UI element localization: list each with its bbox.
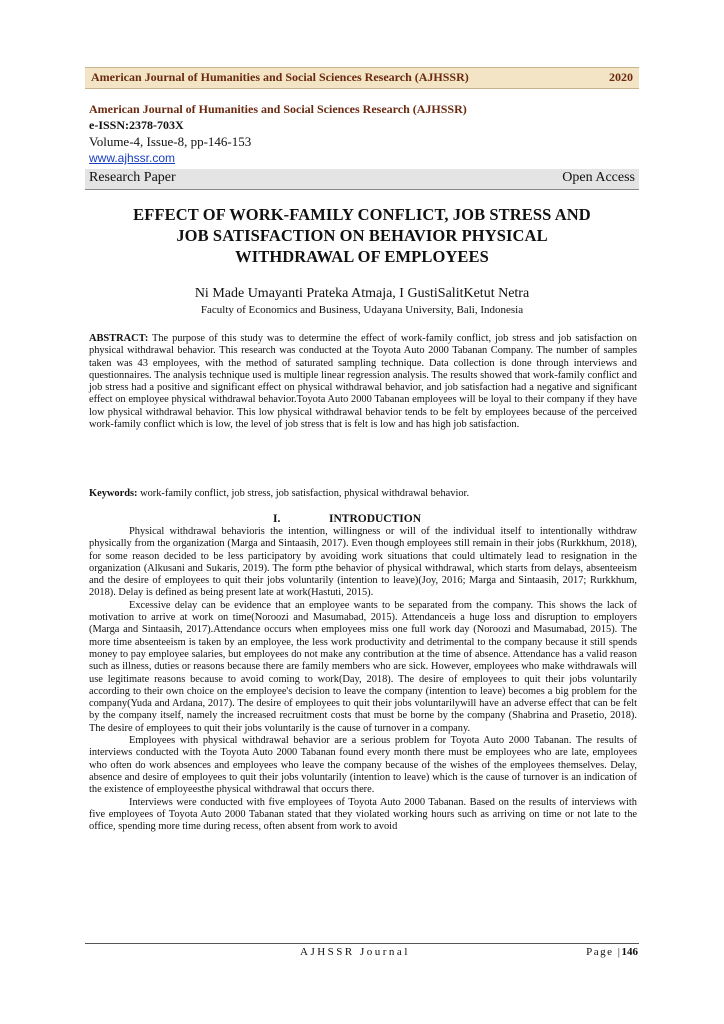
paper-type-bar	[85, 169, 639, 190]
banner-year: 2020	[609, 70, 633, 84]
banner-journal-title: American Journal of Humanities and Social Sciences Research (AJHSSR)	[91, 70, 469, 84]
title-line: EFFECT OF WORK-FAMILY CONFLICT, JOB STRESS AND	[133, 205, 591, 224]
paragraph: Physical withdrawal behavioris the intention, willingness or will of the individual itself to intentionally withdraw physically from the organization (Marga and Sintaasih, 2017). Even though employees still remain in their jobs (Rurkkhum, 2018), for some reason decided to be less participatory by avoiding work situations that could ultimately lead to resignation in the organization (Alkusani and Sukaris, 2019). The form pthe behavior of physical withdrawal, which starts from delays, absenteeism and the desire of employees to quit their jobs voluntarily (intention to leave)(Joy, 2016; Marga and Sintaasih, 2017; Rurkkhum, 2018). Delay is defined as being present late at work(Hastuti, 2015).	[89, 526, 637, 599]
abstract-text: The purpose of this study was to determine the effect of work-family conflict, job stress and job satisfaction on physical withdrawal behavior. This research was conducted at the Toyota Auto 2000 Tabanan Company. The number of samples taken was 43 employees, with the method of saturated sampling technique. Data collection is done through interviews and questionnaires. The analysis technique used is multiple linear regression analysis. The results showed that work-family conflict and job stress had a positive and significant effect on physical withdrawal behavior, and job satisfaction had a negative and significant effect on employee physical withdrawal behavior.Toyota Auto 2000 Tabanan employees will be loyal to their company if they have low physical withdrawal behavior. This low physical withdrawal behavior tends to be felt by employees because of the perceived work-family conflict which is low, the level of job stress that is felt is low and has high job satisfaction.	[89, 333, 637, 431]
keywords-label: Keywords:	[89, 488, 138, 499]
footer-journal: AJHSSR Journal	[300, 946, 410, 958]
paper-title	[85, 204, 639, 267]
paragraph: Excessive delay can be evidence that an employee wants to be separated from the company. This shows the lack of motivation to arrive at work on time(Noroozi and Masumabad, 2015). Attendanceis a huge loss and disruption to employers (Marga and Sintaasih, 2017).Attendance occurs when employees miss one full work day (Noroozi and Masumabad, 2015). The more time absenteeism is taken by an employee, the less work productivity and detrimental to the company because it still spends money to pay employee salaries, but employees do not make any contribution at the time of absence. Attendance has a valid reason such as illness, duties or reasons because there are family members who are sick. However, employees who make withdrawals will use legitimate reasons because to avoid coming to work(Day, 2018). The desire of employees to quit their jobs voluntarily according to their own choice on the employee's decision to leave the company (intention to leave) becomes a big problem for the company(Yuda and Ardana, 2017). The desire of employees to quit their jobs voluntarilywill have an adverse effect that can be felt by the company itself, namely the increased recruitment costs that must be borne by the company (Shabrina and Prasetio, 2018). The desire of employees to quit their jobs voluntarily is the cause of turnover in a company.	[89, 599, 637, 734]
footer-divider	[85, 943, 639, 944]
authors: Ni Made Umayanti Prateka Atmaja, I GustiSalitKetut Netra	[194, 286, 530, 301]
title-line: JOB SATISFACTION ON BEHAVIOR PHYSICAL	[176, 226, 548, 245]
keywords	[89, 488, 637, 499]
journal-banner	[85, 67, 639, 89]
abstract	[89, 333, 637, 431]
paper-type: Research Paper	[89, 170, 176, 185]
introduction-body	[89, 526, 637, 833]
section-title: INTRODUCTION	[329, 513, 422, 525]
page-number: 146	[621, 946, 638, 958]
journal-name: American Journal of Humanities and Social Sciences Research (AJHSSR)	[89, 102, 467, 116]
title-line: WITHDRAWAL OF EMPLOYEES	[235, 247, 489, 266]
issn: e-ISSN:2378-703X	[89, 118, 184, 132]
keywords-text: work-family conflict, job stress, job satisfaction, physical withdrawal behavior.	[137, 488, 470, 499]
affiliation: Faculty of Economics and Business, Udayana University, Bali, Indonesia	[200, 304, 524, 316]
paragraph: Interviews were conducted with five employees of Toyota Auto 2000 Tabanan. Based on the results of interviews with five employees of Toyota Auto 2000 Tabanan stated that they violated working hours such as arriving on time or not late to the office, spending more time during recess, often absent from work to avoid	[89, 796, 637, 833]
paragraph: Employees with physical withdrawal behavior are a serious problem for Toyota Auto 2000 Tabanan. The results of interviews conducted with the Toyota Auto 2000 Tabanan found every month there must be employees who are late, employees who often do work absences and employees who leave the company because of the wishes of the employees themselves. Delay, absence and desire of employees to quit their jobs voluntarily (intention to leave) which is the cause of turnover is an indication of the existence of employeesthe physical withdrawal that occurs there.	[89, 735, 637, 796]
abstract-label: ABSTRACT:	[89, 333, 149, 344]
volume-info: Volume-4, Issue-8, pp-146-153	[89, 134, 252, 149]
footer-page	[586, 946, 638, 958]
journal-url-link[interactable]: www.ajhssr.com	[89, 151, 176, 165]
page-label: Page |	[586, 946, 622, 958]
section-number: I.	[273, 513, 281, 525]
open-access-label: Open Access	[562, 170, 635, 185]
